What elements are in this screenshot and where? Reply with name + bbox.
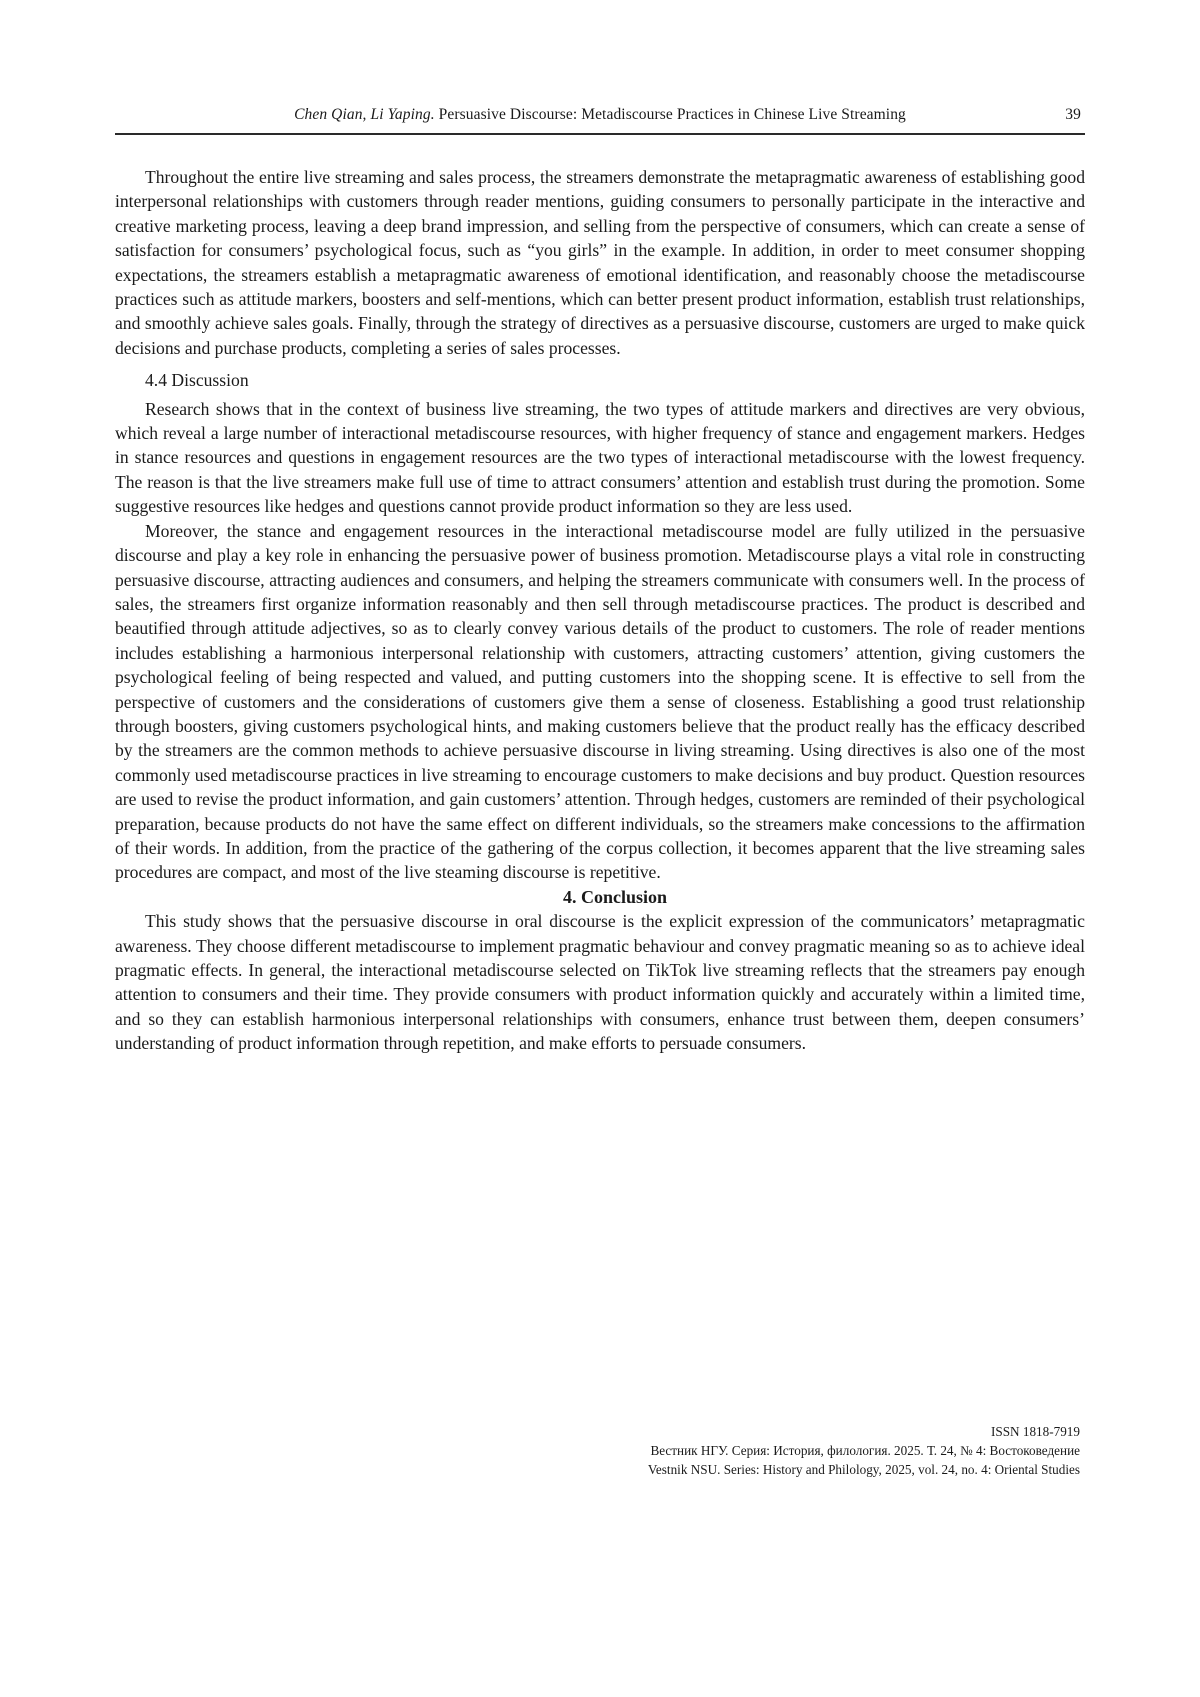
paragraph-moreover-stance: Moreover, the stance and engagement resources in the interactional metadiscourse model are fully utilized in the persuasive discourse and play a key role in enhancing the persuasive power of business promotion. Metadiscourse plays a vital role in constructing persuasive discourse, attracting audiences and consumers, and helping the streamers communicate with consumers well. In the process of sales, the streamers first organize information reasonably and then sell through metadiscourse practices. The product is described and beautified through attitude adjectives, so as to clearly convey various details of the product to customers. The role of reader mentions includes establishing a harmonious interpersonal relationship with customers, attracting customers’ attention, giving customers the psychological feeling of being respected and valued, and putting customers into the shopping scene. It is effective to sell from the perspective of customers and the considerations of customers give them a sense of closeness. Establishing a good trust relationship through boosters, giving customers psychological hints, and making customers believe that the product really has the efficacy described by the streamers are the common methods to achieve persuasive discourse in living streaming. Using directives is also one of the most commonly used metadiscourse practices in live streaming to encourage customers to make decisions and buy product. Question resources are used to revise the product information, and gain customers’ attention. Through hedges, customers are reminded of their psychological preparation, because products do not have the same effect on different individuals, so the streamers make concessions to the affirmation of their words. In addition, from the practice of the gathering of the corpus collection, it becomes apparent that the live streaming sales procedures are compact, and most of the live steaming discourse is repetitive.	[115, 520, 1085, 883]
footer-issn: ISSN 1818-7919	[990, 1424, 1080, 1439]
article-body	[115, 165, 1085, 1056]
footer-journal-line-english: Vestnik NSU. Series: History and Philology, 2025, vol. 24, no. 4: Oriental Studies	[647, 1462, 1080, 1477]
page-number: 39	[1065, 106, 1081, 123]
footer-journal-line-russian: Вестник НГУ. Серия: История, филология. 2025. Т. 24, № 4: Востоковедение	[650, 1443, 1080, 1458]
paragraph-conclusion-study: This study shows that the persuasive discourse in oral discourse is the explicit expression of the communicators’ metapragmatic awareness. They choose different metadiscourse to implement pragmatic behaviour and convey pragmatic meaning so as to achieve ideal pragmatic effects. In general, the interactional metadiscourse selected on TikTok live streaming reflects that the streamers pay enough attention to consumers and their time. They provide consumers with product information quickly and accurately within a limited time, and so they can establish harmonious interpersonal relationships with consumers, enhance trust between them, deepen consumers’ understanding of product information through repetition, and make efforts to persuade consumers.	[115, 911, 1085, 1054]
running-header-authors: Chen Qian, Li Yaping.	[294, 106, 435, 123]
paragraph-research-shows: Research shows that in the context of business live streaming, the two types of attitude markers and directives are very obvious, which reveal a large number of interactional metadiscourse resources, with higher frequency of stance and engagement markers. Hedges in stance resources and questions in engagement resources are the two types of interactional metadiscourse with the lowest frequency. The reason is that the live streamers make full use of time to attract consumers’ attention and establish trust during the promotion. Some suggestive resources like hedges and questions cannot provide product information so they are less used.	[115, 398, 1085, 517]
running-header	[115, 106, 1085, 135]
conclusion-section-heading: 4. Conclusion	[562, 886, 668, 907]
discussion-section-heading: 4.4 Discussion	[145, 370, 249, 391]
running-header-title: Persuasive Discourse: Metadiscourse Practices in Chinese Live Streaming	[434, 106, 906, 123]
paragraph-streaming-process: Throughout the entire live streaming and sales process, the streamers demonstrate the metapragmatic awareness of establishing good interpersonal relationships with customers through reader mentions, guiding consumers to personally participate in the interactive and creative marketing process, leaving a deep brand impression, and selling from the perspective of consumers, which can create a sense of satisfaction for consumers’ psychological focus, such as “you girls” in the example. In addition, in order to meet consumer shopping expectations, the streamers establish a metapragmatic awareness of emotional identification, and reasonably choose the metadiscourse practices such as attitude markers, boosters and self-mentions, which can better present product information, establish trust relationships, and smoothly achieve sales goals. Finally, through the strategy of directives as a persuasive discourse, customers are urged to make quick decisions and purchase products, completing a series of sales processes.	[115, 167, 1085, 358]
page-footer	[648, 1422, 1080, 1479]
